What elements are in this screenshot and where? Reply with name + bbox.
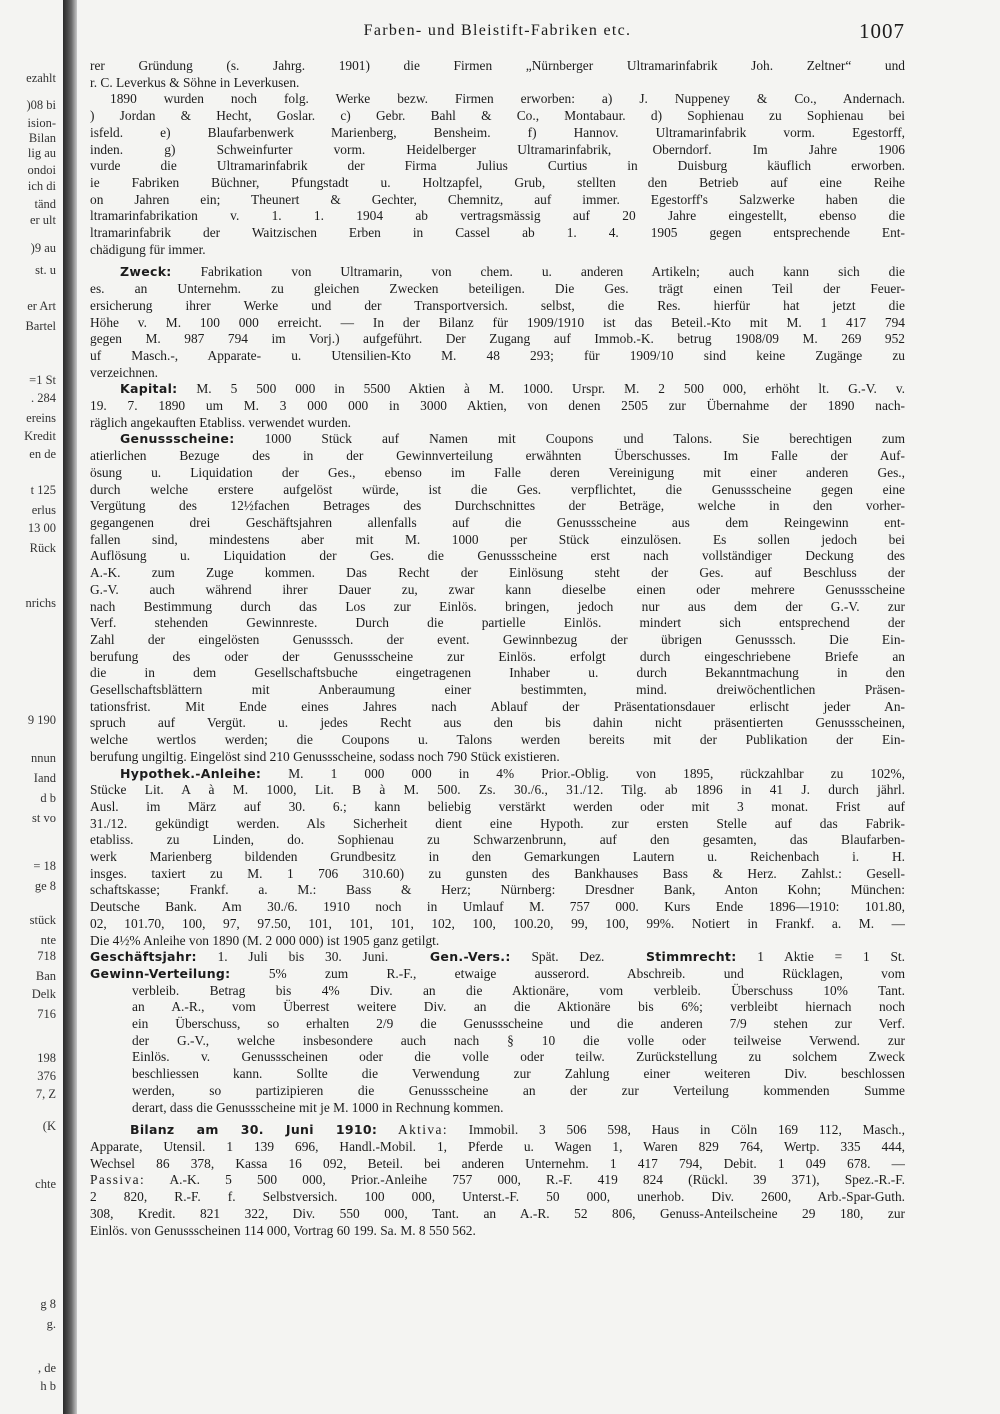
text-line: gegen M. 987 794 im Vorj.) aufgeführt. Der Zugang auf Immob.-K. betrug 1908/09 M. 269 952 bbox=[90, 331, 905, 347]
section-heading: Geschäftsjahr: bbox=[90, 949, 197, 965]
page-header bbox=[90, 19, 905, 46]
bilanz-section bbox=[90, 1122, 905, 1239]
text-line: Wechsel 86 378, Kassa 16 092, Beteil. bei anderen Unternehm. 1 417 794, Debit. 1 049 678. — bbox=[90, 1155, 905, 1171]
margin-fragment: ich di bbox=[27, 179, 56, 193]
text-line: Einlös. von Genussscheinen 114 000, Vortrag 60 199. Sa. M. 8 550 562. bbox=[90, 1222, 476, 1238]
geschaeftsjahr-section bbox=[90, 949, 905, 966]
text-line: ltramarinfabrik der Waitzischen Erben in Cassel ab 1. 4. 1905 gegen entsprechende Ent- bbox=[90, 225, 905, 241]
previous-page-fragment bbox=[0, 0, 60, 1414]
aktiva-label: Aktiva: bbox=[398, 1122, 448, 1138]
zweck-section bbox=[90, 264, 905, 381]
section-heading: Kapital: bbox=[120, 381, 178, 397]
text-line: chädigung für immer. bbox=[90, 241, 206, 257]
text-line: 31./12. gekündigt werden. Als Sicherheit dient eine Hypoth. zur ersten Stelle auf das Fabrik- bbox=[90, 815, 905, 831]
margin-fragment: 13 00 bbox=[27, 521, 56, 535]
running-title: Farben- und Bleistift-Fabriken etc. bbox=[363, 22, 632, 39]
text-line: räglich angekauften Etabliss. verwendet wurden. bbox=[90, 414, 352, 430]
text-line: Verf. stehenden Gewinnreste. Durch die partielle Einlös. mindert sich entsprechend der bbox=[90, 615, 905, 631]
text-line: 1890 wurden noch folg. Werke bezw. Firmen erworben: a) J. Nuppeney & Co., Andernach. bbox=[110, 91, 905, 107]
text-line: Spät. Dez. bbox=[510, 949, 605, 965]
text-line: ösung u. Liquidation der Ges., ebenso im Falle deren Vereinigung mit einer anderen Ges., bbox=[90, 464, 905, 480]
text-line: A.-K. 5 500 000, Prior.-Anleihe 757 000, R.-F. 419 824 (Rückl. 39 371), Spez.-R.-F. bbox=[145, 1172, 905, 1188]
text-line: werden, so partizipieren die Genussscheine an der zur Verteilung kommenden Summe bbox=[132, 1082, 905, 1098]
text-line: vurde die Ultramarinfabrik der Firma Julius Curtius in Duisburg käuflich erworben. bbox=[90, 158, 905, 174]
text-line: spruch auf Vergüt. u. jedes Recht aus den bis dahin nicht präsentierten Genussscheinen, bbox=[90, 715, 905, 731]
margin-fragment: Bilan bbox=[28, 131, 56, 145]
text-line: G.-V. auch während ihrer Dauer zu, zwar kann dieselbe einen oder mehrere Genussscheine bbox=[90, 581, 905, 597]
margin-fragment: g. bbox=[46, 1317, 56, 1331]
text-line: Die 4½% Anleihe von 1890 (M. 2 000 000) ist 1905 ganz getilgt. bbox=[90, 932, 440, 948]
margin-fragment: er Art bbox=[27, 299, 56, 313]
margin-fragment: =1 St bbox=[29, 373, 56, 387]
text-line: 1. Juli bis 30. Juni. bbox=[196, 949, 389, 965]
text-line: 1 Aktie = 1 St. bbox=[736, 949, 905, 965]
margin-fragment: ereins bbox=[26, 411, 56, 425]
text-line: uf Masch.-, Apparate- u. Utensilien-Kto M. 48 293; für 1909/10 sind keine Zugänge zu bbox=[90, 347, 905, 363]
text-line: berufung ungiltig. Eingelöst sind 210 Genussscheine, sodass noch 790 Stück existieren. bbox=[90, 748, 560, 764]
text-line: 2 820, R.-F. f. Selbstversich. 100 000, Unterst.-F. 50 000, unerhob. Div. 2600, Arb.-Spar-Guth. bbox=[90, 1189, 905, 1205]
text-line: verbleib. Betrag bis 4% Div. an die Aktionäre, vom verbleib. Überschuss 10% Tant. bbox=[132, 982, 905, 998]
text-line: Gesellschaftsblättern mit Anberaumung einer bestimmten, mind. dreiwöchentlichen Präsen- bbox=[90, 682, 905, 698]
section-heading: Gewinn-Verteilung: bbox=[90, 965, 231, 981]
text-line: Ausl. im März auf 30. 6.; kann beliebig verstärkt werden oder mit 3 monat. Frist auf bbox=[90, 798, 905, 814]
text-line: nach Bestimmung durch das Los zur Einlös. bringen, jedoch nur aus dem der G.-V. zur bbox=[90, 598, 905, 614]
margin-fragment: Iand bbox=[33, 771, 56, 785]
margin-fragment: ge 8 bbox=[34, 879, 56, 893]
text-line: es. an Unternehm. zu gleichen Zwecken beteiligen. Die Ges. trägt einen Teil der Feuer- bbox=[90, 281, 905, 297]
text-line: inden. g) Schweinfurter vorm. Heidelberger Ultramarinfabrik, Oberndorf. Im Jahre 1906 bbox=[90, 141, 905, 157]
section-heading: Zweck: bbox=[120, 264, 172, 280]
page-body bbox=[90, 58, 905, 1239]
margin-fragment: 718 bbox=[37, 949, 56, 963]
text-line: ersicherung ihrer Werke und der Transportversich. selbst, die Res. hierfür hat jetzt die bbox=[90, 297, 905, 313]
text-line: Apparate, Utensil. 1 139 696, Handl.-Mobil. 1, Pferde u. Wagen 1, Waren 829 764, Wertp. 335 444, bbox=[90, 1139, 905, 1154]
text-line: schaftskasse; Frankf. a. M.: Bass & Herz; Nürnberg: Dresdner Bank, Anton Kohn; München: bbox=[90, 882, 905, 898]
margin-fragment: = 18 bbox=[33, 859, 56, 873]
text-line: Auflösung u. Liquidation der Ges. die Genussscheine erst nach vollständiger Deckung des bbox=[90, 548, 905, 564]
text-line: berufung des oder der Genussscheine zur Einlös. erfolgt durch eingeschriebene Briefe an bbox=[90, 648, 905, 664]
margin-fragment: tänd bbox=[34, 197, 56, 211]
hypothek-section bbox=[90, 766, 905, 950]
gewinn-section bbox=[90, 966, 905, 1116]
margin-fragment: Kredit bbox=[24, 429, 56, 443]
section-heading: Genussscheine: bbox=[120, 431, 235, 447]
text-line: an A.-R., vom Überrest weitere Div. an die Aktionäre bis 6%; verbleibt hiernach noch bbox=[132, 999, 905, 1015]
margin-fragment: (K bbox=[42, 1119, 56, 1133]
margin-fragment: ondoi bbox=[27, 163, 56, 177]
text-line: durch welche erstere aufgelöst würde, ist die Ges. verpflichtet, die Genussscheine gegen eine bbox=[90, 481, 905, 497]
book-gutter bbox=[63, 0, 77, 1414]
text-line: verzeichnen. bbox=[90, 364, 159, 380]
margin-fragment: t 125 bbox=[30, 483, 56, 497]
margin-fragment: stück bbox=[29, 913, 56, 927]
text-line: tationsfrist. Mit Ende eines Jahres nach Ablauf der Präsentationsdauer erlischt jeder An- bbox=[90, 698, 905, 714]
text-line: Fabrikation von Ultramarin, von chem. u. anderen Artikeln; auch kann sich die bbox=[171, 264, 905, 280]
page-number: 1007 bbox=[859, 19, 905, 43]
margin-fragment: h b bbox=[40, 1379, 56, 1393]
margin-fragment: Rück bbox=[29, 541, 56, 555]
margin-fragment: Ban bbox=[35, 969, 56, 983]
text-line: etabliss. zu Linden, do. Sophienau zu Schwarzenbrunn, auf den gesamten, das Blaufarben- bbox=[90, 832, 905, 848]
text-line: isfeld. e) Blaufarbenwerk Marienberg, Bensheim. f) Hannov. Ultramarinfabrik vorm. Egestorff, bbox=[90, 124, 905, 140]
text-line: 02, 101.70, 100, 97, 97.50, 101, 101, 101, 102, 100, 100.20, 99, 100, 99%. Notiert in Frankf. a. M. — bbox=[90, 915, 905, 931]
section-heading: Stimmrecht: bbox=[645, 949, 737, 965]
text-line: gegangenen drei Geschäftsjahren allenfalls auf die Genussscheine aus dem Reingewinn ent- bbox=[90, 514, 905, 530]
text-line: derart, dass die Genussscheine mit je M. 1000 in Rechnung kommen. bbox=[132, 1099, 504, 1115]
text-line: werk Marienberg bildenden Grundbesitz in den Gemarkungen Lautern u. Reichenbach i. H. bbox=[90, 849, 905, 865]
text-line: on Jahren ein; Theunert & Gechter, Chemnitz, auf immer. Egestorff's Salzwerke haben die bbox=[90, 191, 905, 207]
text-line: die in dem Gesellschaftsbuche eingetragenen Inhaber u. durch Bekanntmachung in den bbox=[90, 665, 905, 681]
margin-fragment: 7, Z bbox=[35, 1087, 56, 1101]
acquisitions-paragraph bbox=[90, 91, 905, 258]
text-line: ) Jordan & Hecht, Goslar. c) Gebr. Bahl & Co., Montabaur. d) Sophienau zu Sophienau bei bbox=[90, 108, 905, 124]
margin-fragment: )08 bi bbox=[26, 98, 56, 112]
text-line: ie Fabriken Büchner, Pfungstadt u. Holtzapfel, Grub, stellten den Betrieb auf eine Reihe bbox=[90, 174, 905, 190]
text-line: Stücke Lit. A à M. 1000, Lit. B à M. 500. Zs. 30./6., 31./12. Tilg. ab 1896 in 41 J. durch jährl. bbox=[90, 782, 905, 798]
text-line: Einlös. v. Genussscheinen oder die volle oder teilw. Zurückstellung zu solchem Zweck bbox=[132, 1049, 905, 1065]
margin-fragment: ezahlt bbox=[26, 71, 56, 85]
margin-fragment: d b bbox=[40, 791, 56, 805]
margin-fragment: g 8 bbox=[40, 1297, 56, 1311]
genussscheine-section bbox=[90, 431, 905, 765]
text-line: rer Gründung (s. Jahrg. 1901) die Firmen „Nürnberger Ultramarinfabrik Joh. Zeltner“ und bbox=[90, 58, 905, 73]
text-line: ein Überschuss, so erhalten 2/9 die Genussscheine und die anderen 7/9 stehen zur Verf. bbox=[132, 1016, 905, 1032]
text-line: Immobil. 3 506 598, Haus in Cöln 169 112, Masch., bbox=[447, 1122, 905, 1138]
margin-fragment: lig au bbox=[27, 146, 56, 160]
text-line: atierlichen Bezuge des in der Gewinnverteilung erwähnten Überschusses. Im Falle der Auf- bbox=[90, 448, 905, 464]
text-line: der G.-V., welche insbesondere auch nach § 10 die volle oder teilweise Verwend. zur bbox=[132, 1032, 905, 1048]
text-line: 308, Kredit. 821 322, Div. 550 000, Tant. an A.-R. 52 806, Genuss-Anteilscheine 29 180, zur bbox=[90, 1205, 905, 1221]
margin-fragment: . 284 bbox=[31, 391, 56, 405]
section-heading: Gen.-Vers.: bbox=[429, 949, 511, 965]
text-line: M. 1 000 000 in 4% Prior.-Oblig. von 1895, rückzahlbar zu 102%, bbox=[261, 765, 905, 781]
text-line: 1000 Stück auf Namen mit Coupons und Talons. Sie berechtigen zum bbox=[234, 431, 905, 447]
text-line: Höhe v. M. 100 000 erreicht. — In der Bilanz für 1909/1910 ist das Beteil.-Kto mit M. 1 417 794 bbox=[90, 314, 905, 330]
margin-fragment: 716 bbox=[37, 1007, 56, 1021]
margin-fragment: nnun bbox=[31, 751, 56, 765]
margin-fragment: nrichs bbox=[25, 596, 56, 610]
passiva-label: Passiva: bbox=[90, 1172, 146, 1188]
text-line: 5% zum R.-F., etwaige ausserord. Abschreib. und Rücklagen, vom bbox=[230, 965, 905, 981]
text-line: fallen sind, mindestens aber mit M. 1000 per Stück einzulösen. Es sollen jedoch bei bbox=[90, 531, 905, 547]
text-line: 19. 7. 1890 um M. 3 000 000 in 3000 Aktien, von denen 2505 zur Übernahme der 1890 nach- bbox=[90, 398, 905, 414]
section-heading: Hypothek.-Anleihe: bbox=[120, 765, 262, 781]
margin-fragment: nte bbox=[40, 933, 56, 947]
text-line: welche wertlos werden; die Coupons u. Talons werden bereits mit der Publikation der Ein- bbox=[90, 732, 905, 748]
margin-fragment: chte bbox=[35, 1177, 56, 1191]
text-line: r. C. Leverkus & Söhne in Leverkusen. bbox=[90, 74, 300, 90]
margin-fragment: Bartel bbox=[25, 319, 56, 333]
margin-fragment: st. u bbox=[35, 263, 56, 277]
text-line: ltramarinfabrikation v. 1. 1. 1904 ab vertragsmässig auf 20 Jahre eingestellt, ebenso die bbox=[90, 208, 905, 224]
margin-fragment: 198 bbox=[37, 1051, 56, 1065]
margin-fragment: er ult bbox=[29, 213, 56, 227]
margin-fragment: st vo bbox=[32, 811, 56, 825]
margin-fragment: , de bbox=[37, 1361, 56, 1375]
intro-paragraph bbox=[90, 58, 905, 91]
margin-fragment: 9 190 bbox=[27, 713, 56, 727]
text-line: M. 5 500 000 in 5500 Aktien à M. 1000. Urspr. M. 2 500 000, erhöht lt. G.-V. v. bbox=[177, 381, 905, 397]
margin-fragment: 376 bbox=[37, 1069, 56, 1083]
margin-fragment: )9 au bbox=[30, 241, 56, 255]
kapital-section bbox=[90, 381, 905, 431]
text-line: A.-K. zum Zuge kommen. Das Recht der Einlösung steht der Ges. auf Beschluss der bbox=[90, 565, 905, 581]
margin-fragment: erlus bbox=[31, 503, 56, 517]
text-line: Zahl der eingelösten Genusssch. der event. Gewinnbezug der übrigen Genusssch. Die Ein- bbox=[90, 631, 905, 647]
margin-fragment: Delk bbox=[31, 987, 56, 1001]
section-heading: Bilanz am 30. Juni 1910: bbox=[130, 1122, 378, 1138]
text-line: Vergütung des 12½fachen Betrages des Durchschnittes der Beträge, welche in den vorher- bbox=[90, 498, 905, 514]
text-line: insges. taxiert zu M. 1 706 310.60) zu gunsten des Bankhauses Bass & Herz. Zahlst.: Gesell- bbox=[90, 865, 905, 881]
margin-fragment: en de bbox=[29, 447, 56, 461]
margin-fragment: ision- bbox=[27, 116, 56, 130]
text-line: beschliessen kann. Sollte die Verwendung zur Zahlung einer weiteren Div. beschlossen bbox=[132, 1066, 905, 1082]
text-line: Deutsche Bank. Am 30./6. 1910 noch in Umlauf M. 757 000. Kurs Ende 1896—1910: 101.80, bbox=[90, 899, 905, 915]
